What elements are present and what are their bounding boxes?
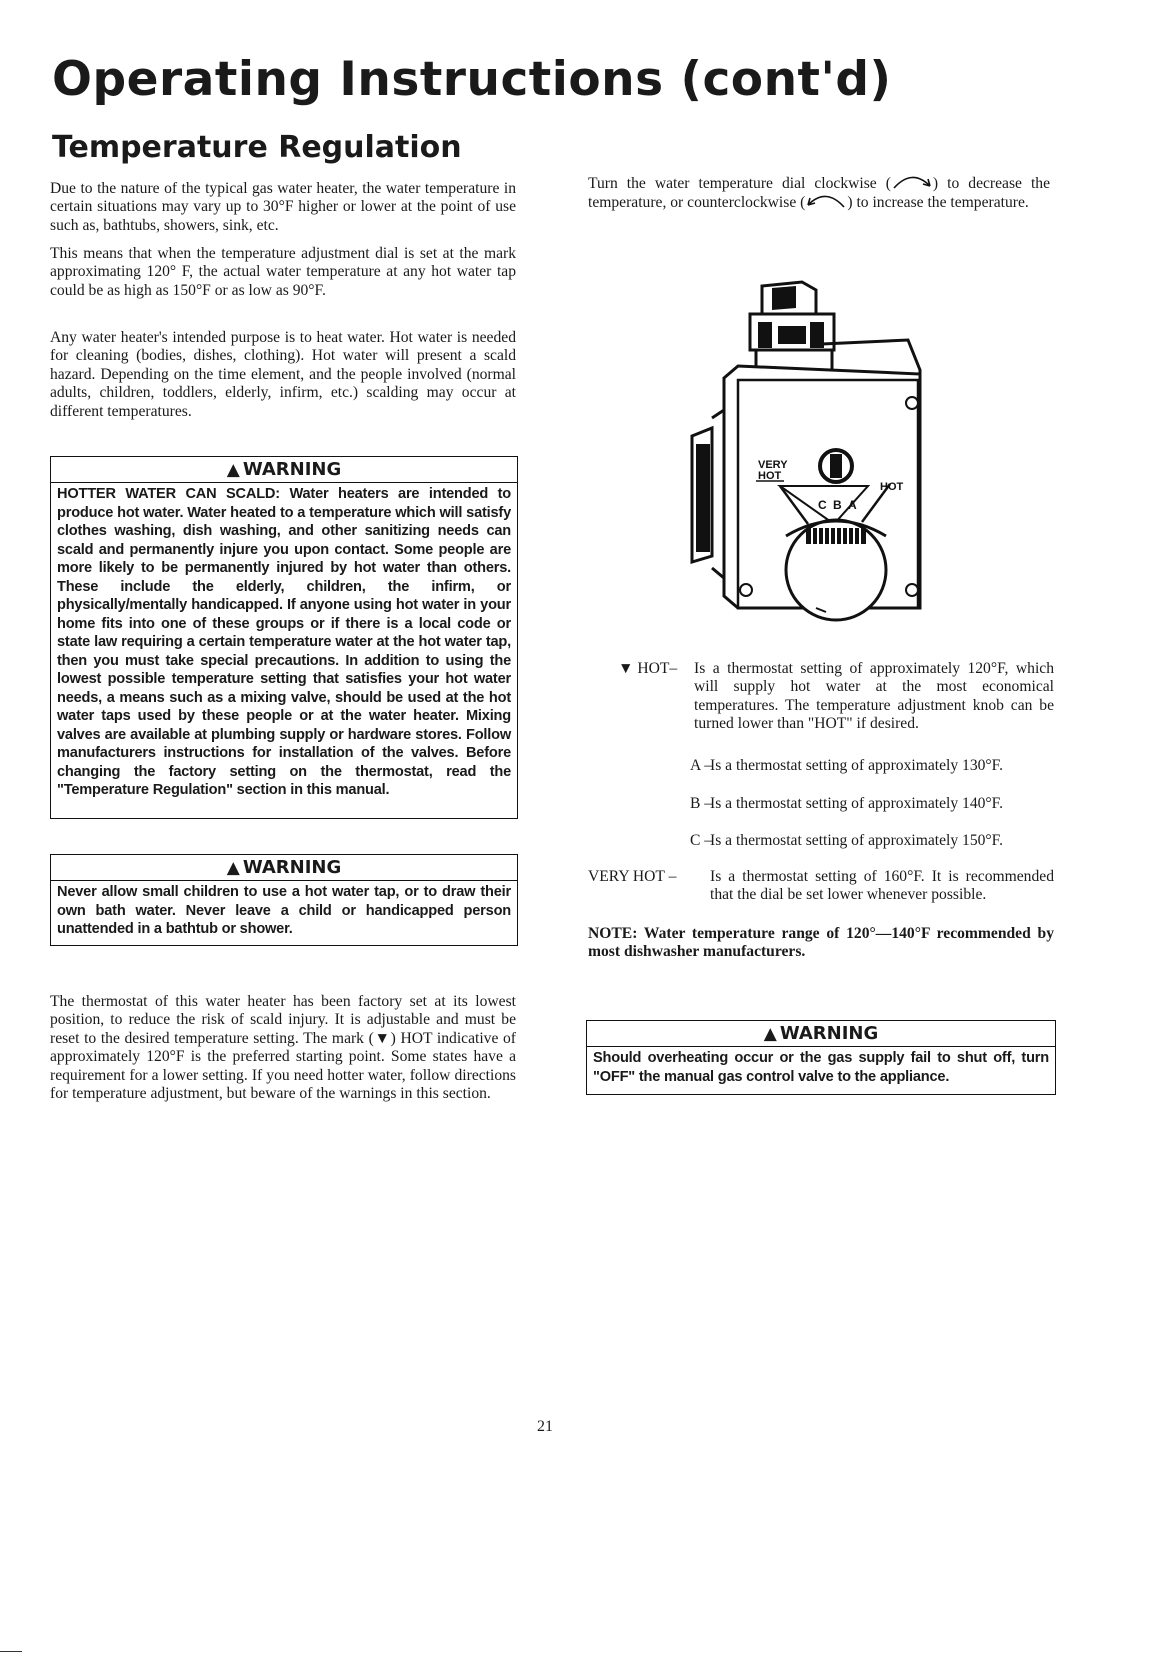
warning-triangle-icon: ▲	[763, 1024, 777, 1044]
label-a: A	[848, 498, 857, 512]
label-hot: HOT	[880, 481, 904, 493]
label-b: B	[833, 498, 842, 512]
warning-triangle-icon: ▲	[226, 858, 240, 878]
legend-item-hot: ▼ HOT– Is a thermostat setting of approximately 120°F, which will supply hot water at the most economical temperatures. The temperature adjustment knob can be turned lower than "HOT" if desired.	[618, 660, 1054, 733]
label-c: C	[818, 498, 827, 512]
dishwasher-note: NOTE: Water temperature range of 120°—140°F recommended by most dishwasher manufacturers.	[588, 925, 1054, 961]
label-very: VERY	[758, 459, 788, 471]
dial-direction-paragraph: Turn the water temperature dial clockwise ( ) to decrease the temperature, or counterclockwise ( ) to increase the temperature.	[588, 175, 1050, 212]
dial-paragraph: This means that when the temperature adjustment dial is set at the mark approximating 120° F, the actual water temperature at any hot water tap could be as high as 150°F or as low as 90°F.	[50, 245, 516, 299]
label-very-hot: HOT	[758, 470, 782, 482]
warning-box-children	[50, 854, 518, 946]
warning-body: Should overheating occur or the gas supply fail to shut off, turn "OFF" the manual gas control valve to the appliance.	[593, 1050, 1049, 1085]
intro-paragraph: Due to the nature of the typical gas water heater, the water temperature in certain situations may vary up to 30°F higher or lower at the point of use such as, bathtubs, showers, sink, etc.	[50, 180, 516, 234]
hazard-paragraph: Any water heater's intended purpose is to heat water. Hot water is needed for cleaning (bodies, dishes, clothing). Hot water will present a scald hazard. Depending on the time element, and the people involved (normal adults, children, toddlers, elderly, infirm, etc.) scalding may occur at different temperatures.	[50, 329, 516, 420]
factory-setting-paragraph: The thermostat of this water heater has been factory set at its lowest position, to reduce the risk of scald injury. It is adjustable and must be reset to the desired temperature setting. The mark (▼) HOT indicative of approximately 120°F is the preferred starting point. Some states have a requirement for a lower setting. If you need hotter water, follow directions for temperature adjustment, but beware of the warnings in this section.	[50, 993, 516, 1103]
scan-mark	[0, 1651, 22, 1652]
warning-box-scald	[50, 456, 518, 819]
legend-item-very-hot: VERY HOT – Is a thermostat setting of 160°F. It is recommended that the dial be set lower whenever possible.	[588, 868, 1054, 904]
thermostat-diagram	[680, 278, 930, 628]
warning-triangle-icon: ▲	[226, 460, 240, 480]
gas-valve-cap	[750, 282, 834, 372]
counterclockwise-arrow-icon	[805, 193, 847, 209]
page-number: 21	[537, 1418, 553, 1435]
warning-body: Never allow small children to use a hot water tap, or to draw their own bath water. Never leave a child or handicapped person unattended in a bathtub or shower.	[57, 884, 511, 937]
warning-header: ▲ WARNING	[51, 855, 517, 881]
section-heading: Temperature Regulation	[52, 130, 462, 165]
warning-box-overheating	[586, 1020, 1056, 1095]
warning-body: HOTTER WATER CAN SCALD: Water heaters are intended to produce hot water. Water heated to a temperature which will satisfy clothes washing, dish washing, and other sanitizing needs can scald and permanently injure you upon contact. Some people are more likely to be permanently injured by hot water than others. These include the elderly, children, the infirm, or physically/mentally handicapped. If anyone using hot water in your home fits into one of these groups or if there is a local code or state law requiring a certain temperature water at the hot water tap, then you must take special precautions. In addition to using the lowest possible temperature setting that satisfies your hot water needs, a means such as a mixing valve, should be used at the hot water taps used by these people or at the water heater. Mixing valves are available at plumbing supply or hardware stores. Follow manufacturers instructions for installation of the valves. Before changing the factory setting on the thermostat, read the "Temperature Regulation" section in this manual.	[57, 486, 511, 798]
warning-header: ▲ WARNING	[51, 457, 517, 483]
dial-knurl	[806, 528, 866, 544]
page-title: Operating Instructions (cont'd)	[52, 52, 892, 107]
clockwise-arrow-icon	[891, 174, 933, 190]
warning-header: ▲ WARNING	[587, 1021, 1055, 1047]
